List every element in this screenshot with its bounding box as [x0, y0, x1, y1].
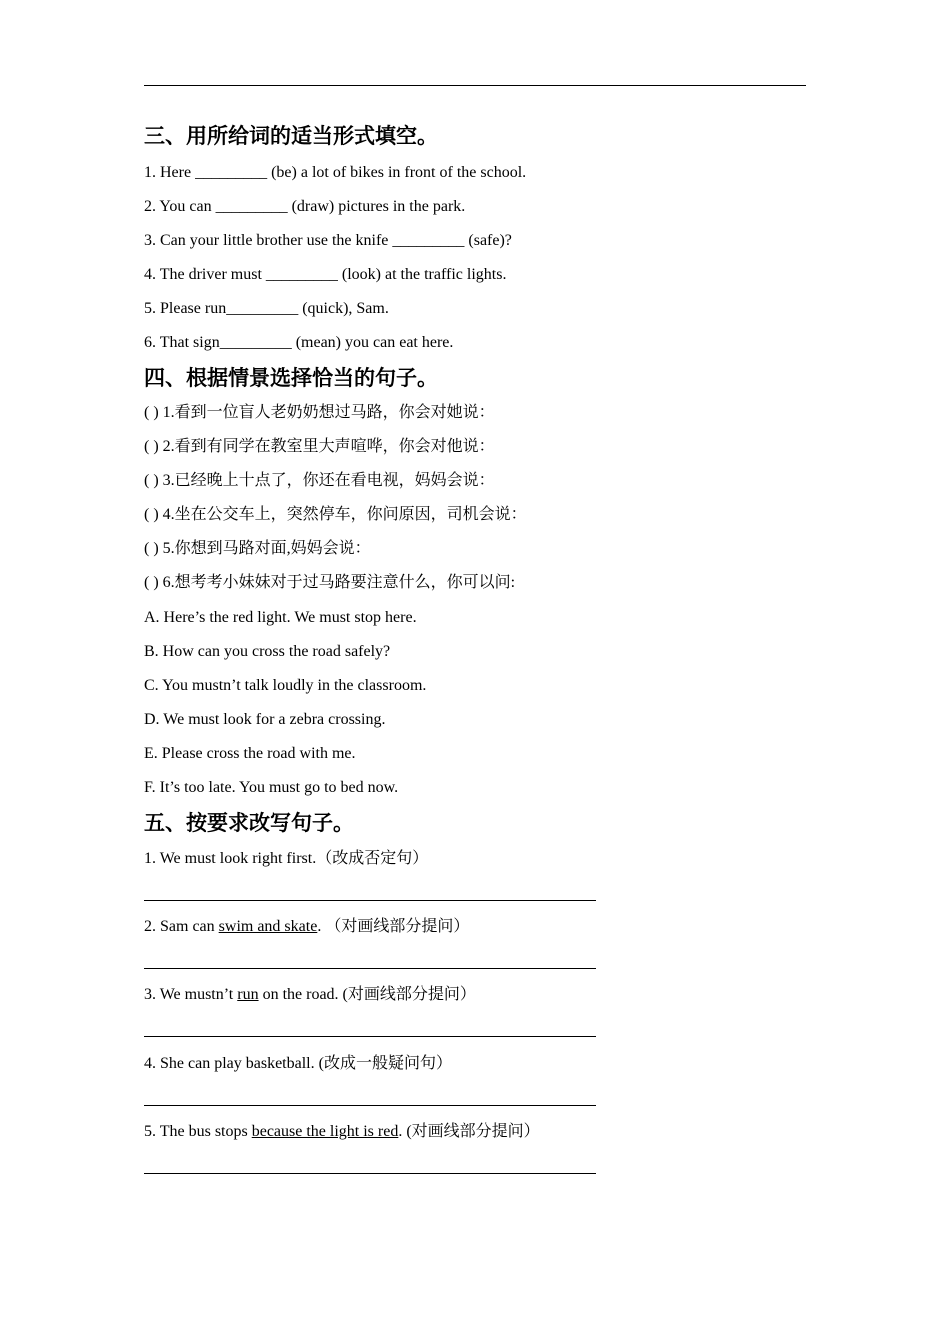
answer-line-4[interactable] — [144, 1105, 596, 1106]
item-text: 1. We must look right first. — [144, 850, 317, 867]
item-text: 3. We mustn’t — [144, 986, 238, 1003]
section5-title: 五、按要求改写句子。 — [144, 811, 354, 835]
answer-line-3[interactable] — [144, 1036, 596, 1037]
item-instruction: （改成否定句） — [316, 850, 429, 867]
item-instruction: on the road. (对画线部分提问） — [258, 986, 476, 1003]
answer-line-5[interactable] — [144, 1173, 596, 1174]
section5-item-2 — [144, 917, 469, 937]
section5-item-4 — [144, 1054, 452, 1074]
section4-question-1: ( ) 1.看到一位盲人老奶奶想过马路，你会对她说： — [144, 404, 495, 421]
section5-item-1 — [144, 849, 428, 869]
section4-option-d: D. We must look for a zebra crossing. — [144, 711, 386, 728]
section4-title: 四、根据情景选择恰当的句子。 — [144, 366, 438, 390]
section3-item-1: 1. Here _________ (be) a lot of bikes in front of the school. — [144, 164, 527, 181]
section4-option-b: B. How can you cross the road safely? — [144, 643, 391, 660]
section4-option-f: F. It’s too late. You must go to bed now. — [144, 779, 399, 796]
section5-item-5 — [144, 1122, 540, 1142]
section3-item-2: 2. You can _________ (draw) pictures in the park. — [144, 198, 466, 215]
section4-question-5: ( ) 5.你想到马路对面,妈妈会说： — [144, 540, 371, 557]
underlined-phrase: run — [237, 986, 259, 1003]
section3-title: 三、用所给词的适当形式填空。 — [144, 124, 438, 148]
answer-line-2[interactable] — [144, 968, 596, 969]
item-text: 2. Sam can — [144, 918, 219, 935]
top-rule — [144, 85, 806, 86]
underlined-phrase: because the light is red — [251, 1123, 399, 1140]
section3-item-6: 6. That sign_________ (mean) you can eat here. — [144, 334, 454, 351]
section3-item-3: 3. Can your little brother use the knife _________ (safe)? — [144, 232, 512, 249]
section3-item-5: 5. Please run_________ (quick), Sam. — [144, 300, 389, 317]
section5-item-3 — [144, 985, 476, 1005]
section4-question-2: ( ) 2.看到有同学在教室里大声喧哗，你会对他说： — [144, 438, 495, 455]
section4-option-a: A. Here’s the red light. We must stop here. — [144, 609, 417, 626]
section4-question-3: ( ) 3.已经晚上十点了，你还在看电视，妈妈会说： — [144, 472, 495, 489]
item-instruction: . （对画线部分提问） — [317, 918, 470, 935]
section4-option-c: C. You mustn’t talk loudly in the classroom. — [144, 677, 427, 694]
underlined-phrase: swim and skate — [218, 918, 318, 935]
item-instruction: . (对画线部分提问） — [398, 1123, 540, 1140]
section4-option-e: E. Please cross the road with me. — [144, 745, 356, 762]
item-text: 4. She can play basketball. (改成一般疑问句） — [144, 1055, 452, 1072]
item-text: 5. The bus stops — [144, 1123, 252, 1140]
section4-question-4: ( ) 4.坐在公交车上，突然停车，你问原因，司机会说： — [144, 506, 527, 523]
answer-line-1[interactable] — [144, 900, 596, 901]
section4-question-6: ( ) 6.想考考小妹妹对于过马路要注意什么，你可以问: — [144, 574, 516, 591]
section3-item-4: 4. The driver must _________ (look) at the traffic lights. — [144, 266, 507, 283]
